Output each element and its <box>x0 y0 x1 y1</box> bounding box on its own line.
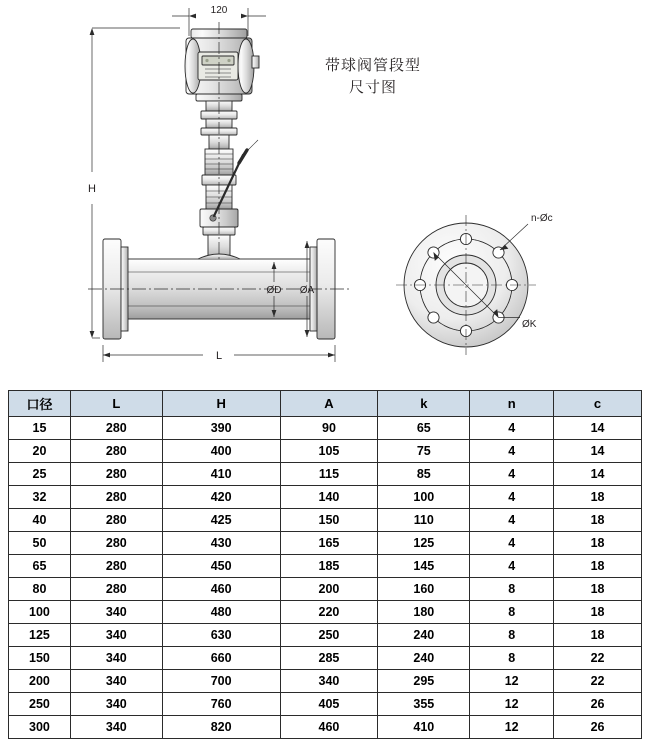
cell-h: 400 <box>162 440 280 463</box>
flange-face-view <box>396 215 536 355</box>
label-height: H <box>88 183 96 195</box>
cell-caliber: 32 <box>9 486 71 509</box>
table-row <box>9 647 642 670</box>
table-body <box>9 417 642 739</box>
cell-n: 8 <box>470 624 554 647</box>
cell-k: 65 <box>378 417 470 440</box>
cell-a: 405 <box>280 693 378 716</box>
cell-a: 115 <box>280 463 378 486</box>
cell-a: 90 <box>280 417 378 440</box>
cell-c: 18 <box>554 578 642 601</box>
cell-a: 105 <box>280 440 378 463</box>
cell-a: 285 <box>280 647 378 670</box>
cell-c: 14 <box>554 417 642 440</box>
cell-n: 12 <box>470 716 554 739</box>
cell-c: 18 <box>554 555 642 578</box>
cell-c: 22 <box>554 647 642 670</box>
cell-l: 340 <box>70 647 162 670</box>
label-inner-diameter: ØD <box>266 285 282 296</box>
cell-caliber: 200 <box>9 670 71 693</box>
cell-n: 4 <box>470 555 554 578</box>
cell-caliber: 15 <box>9 417 71 440</box>
label-top-width: 120 <box>210 5 228 16</box>
cell-h: 420 <box>162 486 280 509</box>
cell-k: 110 <box>378 509 470 532</box>
cell-c: 26 <box>554 716 642 739</box>
cell-l: 280 <box>70 463 162 486</box>
riser-assembly <box>200 119 258 259</box>
cell-k: 145 <box>378 555 470 578</box>
cell-k: 240 <box>378 647 470 670</box>
cell-l: 280 <box>70 578 162 601</box>
label-bolt-holes: n-Øc <box>531 213 553 224</box>
cell-c: 18 <box>554 532 642 555</box>
table-row <box>9 555 642 578</box>
cell-l: 280 <box>70 555 162 578</box>
cell-n: 4 <box>470 486 554 509</box>
cell-caliber: 100 <box>9 601 71 624</box>
cell-l: 280 <box>70 532 162 555</box>
cell-h: 630 <box>162 624 280 647</box>
cell-l: 340 <box>70 716 162 739</box>
cell-caliber: 250 <box>9 693 71 716</box>
cell-k: 355 <box>378 693 470 716</box>
cell-h: 460 <box>162 578 280 601</box>
table-row <box>9 670 642 693</box>
cell-a: 140 <box>280 486 378 509</box>
cell-caliber: 20 <box>9 440 71 463</box>
cell-a: 340 <box>280 670 378 693</box>
cell-h: 450 <box>162 555 280 578</box>
cell-caliber: 25 <box>9 463 71 486</box>
table-row <box>9 601 642 624</box>
cell-c: 18 <box>554 624 642 647</box>
transmitter-housing <box>185 29 259 119</box>
drawing-title-line-2: 尺寸图 <box>348 78 397 96</box>
cell-caliber: 65 <box>9 555 71 578</box>
drawing-title <box>288 55 458 99</box>
cell-n: 4 <box>470 509 554 532</box>
table-row <box>9 509 642 532</box>
cell-l: 280 <box>70 509 162 532</box>
cell-l: 280 <box>70 417 162 440</box>
cell-k: 410 <box>378 716 470 739</box>
table-row <box>9 578 642 601</box>
cell-k: 125 <box>378 532 470 555</box>
cell-h: 410 <box>162 463 280 486</box>
cell-k: 180 <box>378 601 470 624</box>
cell-n: 8 <box>470 601 554 624</box>
cell-l: 280 <box>70 440 162 463</box>
cell-n: 12 <box>470 693 554 716</box>
spec-table-container <box>8 390 642 739</box>
cell-k: 85 <box>378 463 470 486</box>
table-row <box>9 624 642 647</box>
cell-n: 4 <box>470 417 554 440</box>
header-k: k <box>378 391 470 417</box>
cell-k: 160 <box>378 578 470 601</box>
header-a: A <box>280 391 378 417</box>
cell-l: 280 <box>70 486 162 509</box>
cell-caliber: 80 <box>9 578 71 601</box>
cell-caliber: 40 <box>9 509 71 532</box>
table-header-row <box>9 391 642 417</box>
table-row <box>9 716 642 739</box>
cell-a: 150 <box>280 509 378 532</box>
cell-k: 100 <box>378 486 470 509</box>
cell-a: 250 <box>280 624 378 647</box>
table-row <box>9 417 642 440</box>
cell-n: 12 <box>470 670 554 693</box>
cell-h: 480 <box>162 601 280 624</box>
table-row <box>9 463 642 486</box>
label-length: L <box>215 350 223 362</box>
cell-caliber: 300 <box>9 716 71 739</box>
header-caliber: 口径 <box>9 391 71 417</box>
table-row <box>9 440 642 463</box>
cell-l: 340 <box>70 601 162 624</box>
cell-a: 220 <box>280 601 378 624</box>
cell-k: 240 <box>378 624 470 647</box>
cell-c: 14 <box>554 463 642 486</box>
cell-l: 340 <box>70 624 162 647</box>
header-h: H <box>162 391 280 417</box>
cell-h: 760 <box>162 693 280 716</box>
cell-c: 18 <box>554 486 642 509</box>
table-row <box>9 486 642 509</box>
cell-h: 820 <box>162 716 280 739</box>
label-bolt-circle: ØK <box>522 319 537 330</box>
cell-c: 18 <box>554 509 642 532</box>
header-n: n <box>470 391 554 417</box>
cell-c: 18 <box>554 601 642 624</box>
cell-c: 26 <box>554 693 642 716</box>
cell-n: 8 <box>470 578 554 601</box>
cell-n: 4 <box>470 532 554 555</box>
cell-n: 4 <box>470 463 554 486</box>
cell-k: 295 <box>378 670 470 693</box>
table-row <box>9 693 642 716</box>
table-row <box>9 532 642 555</box>
cell-n: 4 <box>470 440 554 463</box>
cell-k: 75 <box>378 440 470 463</box>
cell-caliber: 150 <box>9 647 71 670</box>
cell-h: 660 <box>162 647 280 670</box>
cell-c: 14 <box>554 440 642 463</box>
cell-caliber: 125 <box>9 624 71 647</box>
header-l: L <box>70 391 162 417</box>
cell-l: 340 <box>70 693 162 716</box>
cell-h: 390 <box>162 417 280 440</box>
spec-table <box>8 390 642 739</box>
cell-a: 165 <box>280 532 378 555</box>
cell-a: 185 <box>280 555 378 578</box>
cell-c: 22 <box>554 670 642 693</box>
label-outer-diameter: ØA <box>299 285 315 296</box>
cell-caliber: 50 <box>9 532 71 555</box>
cell-h: 430 <box>162 532 280 555</box>
drawing-title-line-1: 带球阀管段型 <box>324 57 421 74</box>
cell-h: 425 <box>162 509 280 532</box>
cell-n: 8 <box>470 647 554 670</box>
header-c: c <box>554 391 642 417</box>
cell-a: 460 <box>280 716 378 739</box>
cell-a: 200 <box>280 578 378 601</box>
cell-l: 340 <box>70 670 162 693</box>
cell-h: 700 <box>162 670 280 693</box>
